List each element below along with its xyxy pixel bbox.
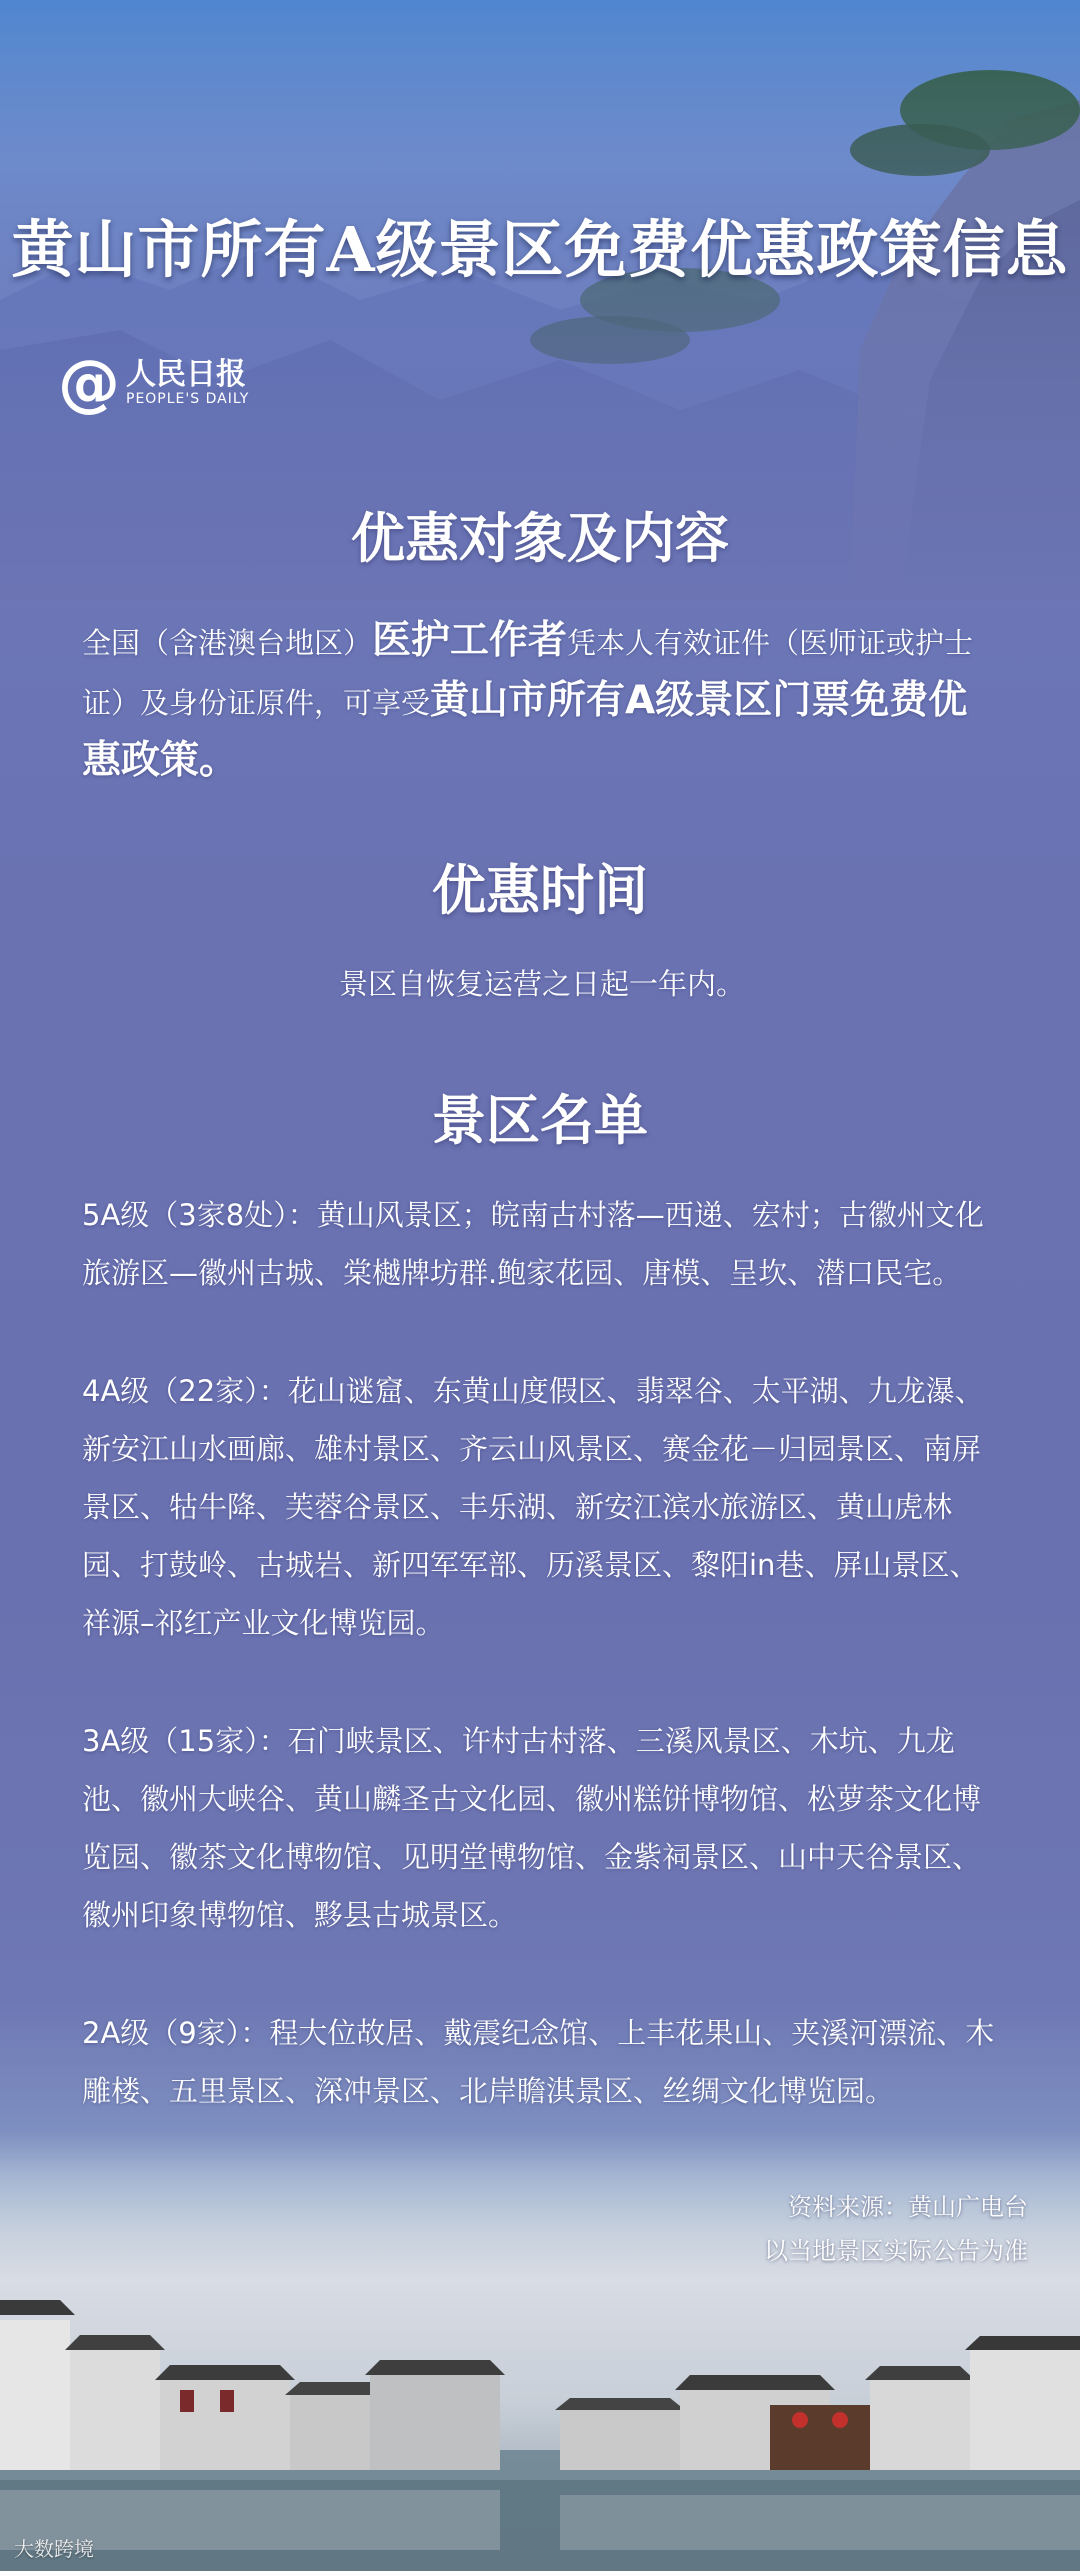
people-daily-logo xyxy=(58,348,249,418)
policy-text-2: 凭本人有效证件（医师证或护士证）及身份证原件，可享受 xyxy=(82,626,974,720)
source-note xyxy=(764,2185,1028,2273)
policy-target: 医护工作者 xyxy=(372,618,568,663)
at-icon: @ xyxy=(58,346,120,419)
policy-text xyxy=(82,612,1002,792)
time-text: 景区自恢复运营之日起一年内。 xyxy=(338,967,745,1001)
heading-time: 优惠时间 xyxy=(432,859,648,922)
policy-benefit: 黄山市所有A级景区门票免费优惠政策。 xyxy=(82,678,968,783)
list-level-5a: 5A级（3家8处）：黄山风景区；皖南古村落—西递、宏村；古徽州文化旅游区—徽州古城、棠樾牌坊群.鲍家花园、唐模、呈坎、潜口民宅。 xyxy=(82,1198,984,1290)
heading-list: 景区名单 xyxy=(432,1089,648,1152)
source-line-2: 以当地景区实际公告为准 xyxy=(764,2237,1028,2265)
heading-policy: 优惠对象及内容 xyxy=(351,507,729,570)
source-line-1: 资料来源：黄山广电台 xyxy=(788,2193,1028,2221)
watermark: 大数跨境 xyxy=(14,2537,94,2561)
list-level-2a: 2A级（9家）：程大位故居、戴震纪念馆、上丰花果山、夹溪河漂流、木雕楼、五里景区、深冲景区、北岸瞻淇景区、丝绸文化博览园。 xyxy=(82,2016,995,2108)
policy-text-1: 全国（含港澳台地区） xyxy=(82,626,373,660)
logo-text xyxy=(126,358,249,408)
logo-subtitle: PEOPLE'S DAILY xyxy=(126,391,250,408)
page-title: 黄山市所有A级景区免费优惠政策信息 xyxy=(11,213,1069,286)
logo-name: 人民日报 xyxy=(126,357,246,393)
list-level-4a: 4A级（22家）：花山谜窟、东黄山度假区、翡翠谷、太平湖、九龙瀑、新安江山水画廊、雄村景区、齐云山风景区、赛金花－归园景区、南屏景区、牯牛降、芙蓉谷景区、丰乐湖、新安江滨水旅游区、黄山虎林园、打鼓岭、古城岩、新四军军部、历溪景区、黎阳in巷、屏山景区、祥源–祁红产业文化博览园。 xyxy=(82,1374,984,1640)
list-level-3a: 3A级（15家）：石门峡景区、许村古村落、三溪风景区、木坑、九龙池、徽州大峡谷、黄山麟圣古文化园、徽州糕饼博物馆、松萝茶文化博览园、徽茶文化博物馆、见明堂博物馆、金紫祠景区、山中天谷景区、徽州印象博物馆、黟县古城景区。 xyxy=(82,1724,982,1932)
